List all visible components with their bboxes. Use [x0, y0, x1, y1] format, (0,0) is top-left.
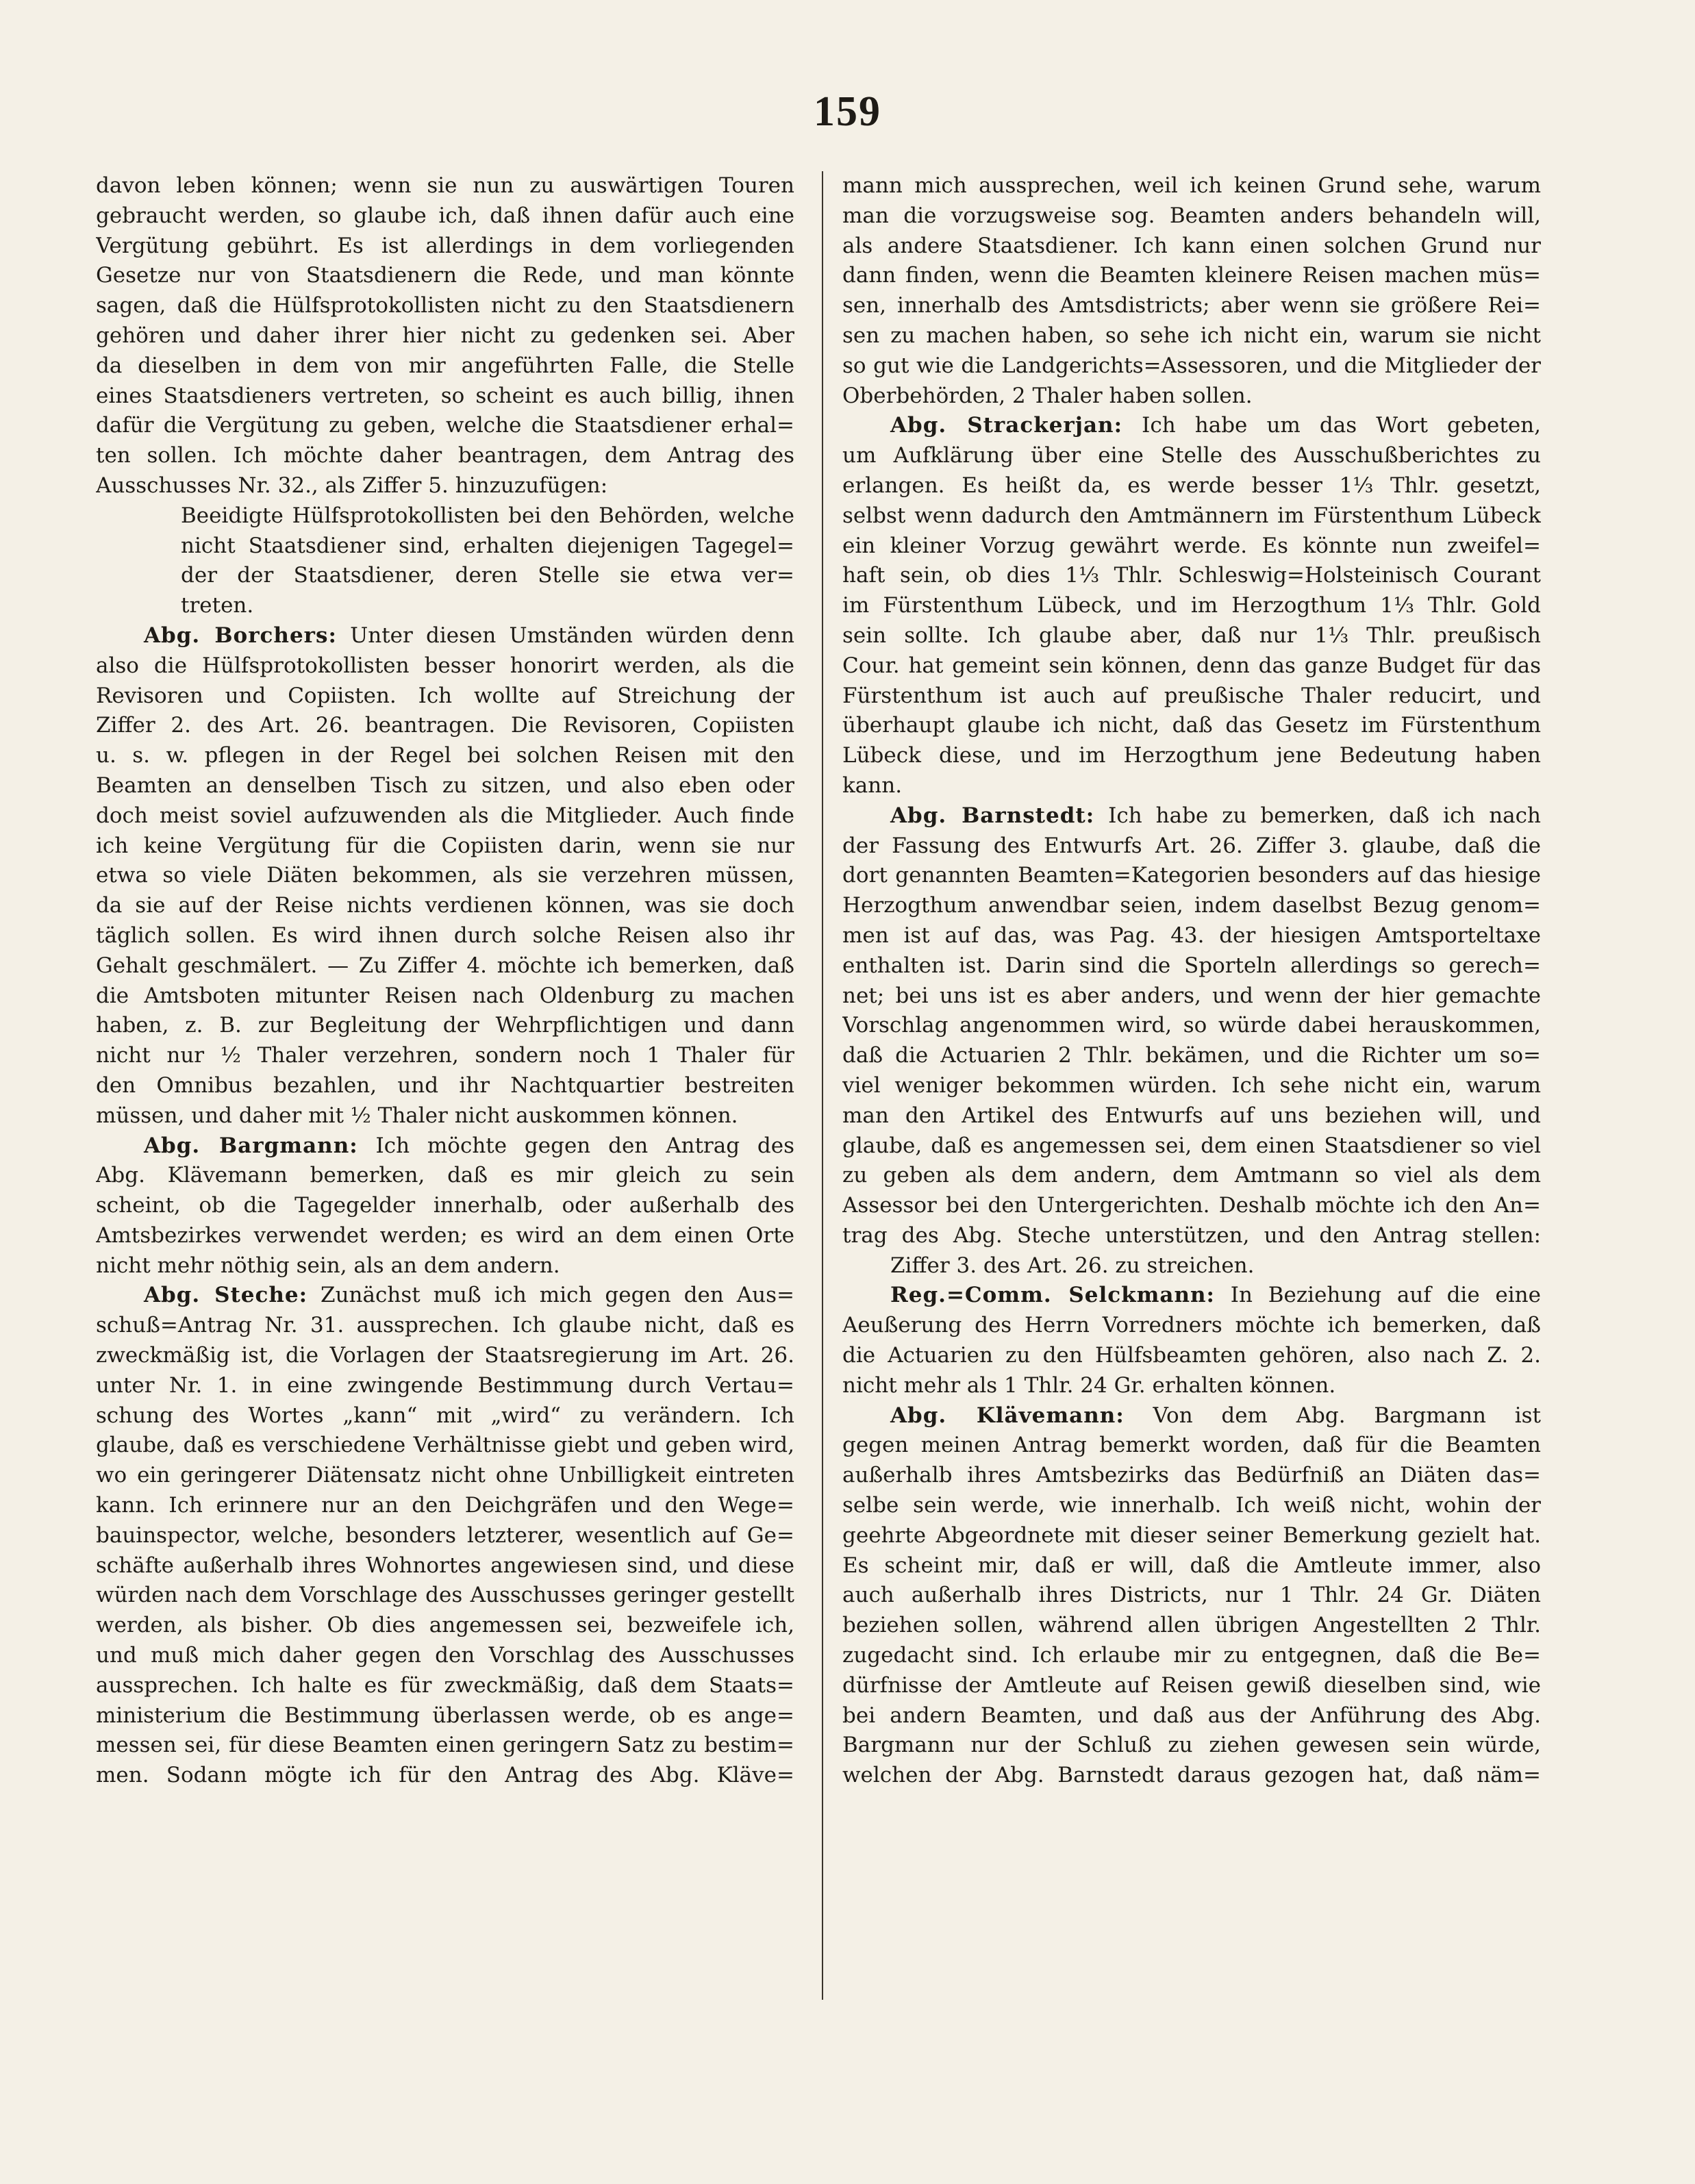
text-line	[96, 1761, 794, 1791]
text-line	[96, 1491, 794, 1521]
text-line	[96, 411, 794, 441]
line-text: täglich sollen. Es wird ihnen durch solche Reisen also ihr	[96, 922, 794, 948]
text-line	[842, 1221, 1541, 1251]
text-line	[96, 771, 794, 801]
text-line	[96, 891, 794, 921]
text-line	[96, 441, 794, 471]
text-line	[842, 1401, 1541, 1431]
text-line	[842, 1371, 1541, 1401]
text-line	[96, 1731, 794, 1761]
line-text: so gut wie die Landgerichts=Assessoren, und die Mitglieder der	[842, 353, 1541, 378]
line-text: selbst wenn dadurch den Amtmännern im Fürstenthum Lübeck	[842, 503, 1541, 528]
line-text: überhaupt glaube ich nicht, daß das Gesetz im Fürstenthum	[842, 713, 1541, 738]
text-line	[842, 1431, 1541, 1461]
text-line	[842, 681, 1541, 712]
text-line	[842, 531, 1541, 562]
line-text: enthalten ist. Darin sind die Sporteln allerdings so gerech=	[842, 953, 1541, 978]
text-line	[842, 1611, 1541, 1641]
line-text: trag des Abg. Steche unterstützen, und den Antrag stellen:	[842, 1222, 1541, 1248]
text-line	[96, 1011, 794, 1041]
line-text: Ziffer 3. des Art. 26. zu streichen.	[890, 1253, 1255, 1278]
line-text: bauinspector, welche, besonders letzterer, wesentlich auf Ge=	[96, 1522, 794, 1548]
left-column	[96, 171, 794, 1791]
text-line	[96, 711, 794, 741]
text-line	[842, 651, 1541, 681]
text-line	[96, 1671, 794, 1701]
text-line	[842, 831, 1541, 862]
line-text: Bargmann nur der Schluß zu ziehen gewesen sein würde,	[842, 1733, 1541, 1758]
line-text: wo ein geringerer Diätensatz nicht ohne Unbilligkeit eintreten	[96, 1463, 794, 1488]
line-text: viel weniger bekommen würden. Ich sehe nicht ein, warum	[842, 1072, 1541, 1098]
text-line	[96, 861, 794, 891]
line-text: Amtsbezirkes verwendet werden; es wird an dem einen Orte	[96, 1222, 794, 1248]
line-text: ich keine Vergütung für die Copiisten darin, wenn sie nur	[96, 833, 794, 858]
line-text: würden nach dem Vorschlage des Ausschusses geringer gestellt	[96, 1583, 794, 1608]
text-line	[842, 1461, 1541, 1491]
line-text: zugedacht sind. Ich erlaube mir zu entgegnen, daß die Be=	[842, 1643, 1541, 1668]
text-line	[842, 1251, 1541, 1281]
line-text: im Fürstenthum Lübeck, und im Herzogthum 1⅓ Thlr. Gold	[842, 593, 1541, 618]
text-line	[96, 621, 794, 651]
line-text: treten.	[181, 593, 254, 618]
line-text: Ziffer 2. des Art. 26. beantragen. Die Revisoren, Copiisten	[96, 713, 794, 738]
line-text: müssen, und daher mit ½ Thaler nicht auskommen können.	[96, 1103, 738, 1128]
line-text: auch außerhalb ihres Districts, nur 1 Thlr. 24 Gr. Diäten	[842, 1583, 1541, 1608]
text-line	[96, 831, 794, 862]
text-line	[842, 261, 1541, 291]
text-line	[842, 801, 1541, 831]
text-line	[842, 201, 1541, 231]
speaker-name: Abg. Steche:	[144, 1283, 308, 1308]
line-text: man die vorzugsweise sog. Beamten anders behandeln will,	[842, 203, 1541, 228]
text-line	[842, 621, 1541, 651]
text-line	[842, 561, 1541, 591]
text-line	[842, 861, 1541, 891]
line-text: u. s. w. pflegen in der Regel bei solchen Reisen mit den	[96, 743, 794, 768]
line-text: gehören und daher ihrer hier nicht zu gedenken sei. Aber	[96, 323, 794, 348]
text-line	[842, 1161, 1541, 1191]
line-text: aussprechen. Ich halte es für zweckmäßig, daß dem Staats=	[96, 1672, 794, 1698]
line-text: der Fassung des Entwurfs Art. 26. Ziffer 3. glaube, daß die	[842, 833, 1541, 858]
line-text: schäfte außerhalb ihres Wohnortes angewiesen sind, und diese	[96, 1553, 794, 1578]
text-line	[842, 471, 1541, 501]
text-line	[842, 1101, 1541, 1131]
line-text: haft sein, ob dies 1⅓ Thlr. Schleswig=Holsteinisch Courant	[842, 563, 1541, 588]
speaker-name: Abg. Borchers:	[144, 623, 337, 648]
text-line	[96, 801, 794, 831]
text-line	[96, 651, 794, 681]
line-text: dort genannten Beamten=Kategorien besonders auf das hiesige	[842, 863, 1541, 888]
line-text: ein kleiner Vorzug gewährt werde. Es könnte nun zweifel=	[842, 533, 1541, 558]
text-line	[842, 1071, 1541, 1101]
text-line	[96, 1161, 794, 1191]
line-text: eines Staatsdieners vertreten, so scheint es auch billig, ihnen	[96, 383, 794, 408]
line-text: sen zu machen haben, so sehe ich nicht ein, warum sie nicht	[842, 323, 1541, 348]
line-text: Zunächst muß ich mich gegen den Aus=	[307, 1283, 794, 1308]
text-line	[842, 1671, 1541, 1701]
text-line	[96, 201, 794, 231]
text-line	[96, 261, 794, 291]
text-line	[96, 1101, 794, 1131]
text-line	[842, 1341, 1541, 1371]
line-text: beziehen sollen, während allen übrigen Angestellten 2 Thlr.	[842, 1613, 1541, 1638]
line-text: messen sei, für diese Beamten einen geringern Satz zu bestim=	[96, 1733, 794, 1758]
text-line	[96, 471, 794, 501]
line-text: gegen meinen Antrag bemerkt worden, daß für die Beamten	[842, 1433, 1541, 1458]
text-line	[842, 1491, 1541, 1521]
line-text: nicht Staatsdiener sind, erhalten diejenigen Tagegel=	[181, 533, 794, 558]
line-text: schung des Wortes „kann“ mit „wird“ zu verändern. Ich	[96, 1403, 794, 1428]
text-line	[96, 951, 794, 981]
text-line	[842, 591, 1541, 621]
speaker-name: Abg. Strackerjan:	[890, 413, 1123, 438]
text-line	[842, 1191, 1541, 1221]
line-text: dürfnisse der Amtleute auf Reisen gewiß dieselben sind, wie	[842, 1672, 1541, 1698]
line-text: die Actuarien zu den Hülfsbeamten gehören, also nach Z. 2.	[842, 1343, 1541, 1368]
line-text: geehrte Abgeordnete mit dieser seiner Bemerkung gezielt hat.	[842, 1522, 1541, 1548]
line-text: man den Artikel des Entwurfs auf uns beziehen will, und	[842, 1103, 1541, 1128]
text-line	[842, 711, 1541, 741]
text-line	[96, 1341, 794, 1371]
text-line	[842, 291, 1541, 321]
line-text: zu geben als dem andern, dem Amtmann so viel als dem	[842, 1163, 1541, 1188]
text-line	[96, 351, 794, 381]
line-text: Aeußerung des Herrn Vorredners möchte ich bemerken, daß	[842, 1313, 1541, 1338]
text-line	[96, 741, 794, 771]
line-text: glaube, daß es verschiedene Verhältnisse giebt und geben wird,	[96, 1433, 794, 1458]
text-line	[842, 1311, 1541, 1341]
line-text: Vorschlag angenommen wird, so würde dabei herauskommen,	[842, 1013, 1541, 1038]
line-text: Ich habe zu bemerken, daß ich nach	[1094, 803, 1541, 828]
line-text: unter Nr. 1. in eine zwingende Bestimmung durch Vertau=	[96, 1372, 794, 1398]
text-line	[842, 1641, 1541, 1671]
line-text: da dieselben in dem von mir angeführten Falle, die Stelle	[96, 353, 794, 378]
line-text: als andere Staatsdiener. Ich kann einen solchen Grund nur	[842, 233, 1541, 258]
line-text: Beeidigte Hülfsprotokollisten bei den Behörden, welche	[181, 503, 794, 528]
line-text: erlangen. Es heißt da, es werde besser 1⅓ Thlr. gesetzt,	[842, 473, 1541, 498]
line-text: dann finden, wenn die Beamten kleinere Reisen machen müs=	[842, 263, 1541, 288]
line-text: net; bei uns ist es aber anders, und wenn der hier gemachte	[842, 983, 1541, 1008]
line-text: Assessor bei den Untergerichten. Deshalb möchte ich den An=	[842, 1193, 1541, 1218]
text-line	[96, 231, 794, 262]
text-line	[842, 891, 1541, 921]
line-text: außerhalb ihres Amtsbezirks das Bedürfniß an Diäten das=	[842, 1463, 1541, 1488]
text-line	[96, 1251, 794, 1281]
line-text: Revisoren und Copiisten. Ich wollte auf Streichung der	[96, 683, 794, 708]
text-line	[96, 531, 794, 562]
line-text: dafür die Vergütung zu geben, welche die Staatsdiener erhal=	[96, 413, 794, 438]
line-text: Abg. Klävemann bemerken, daß es mir gleich zu sein	[96, 1163, 794, 1188]
line-text: ten sollen. Ich möchte daher beantragen, dem Antrag des	[96, 443, 794, 468]
speaker-name: Reg.=Comm. Selckmann:	[890, 1283, 1216, 1308]
text-line	[96, 1281, 794, 1311]
text-line	[842, 1521, 1541, 1551]
speaker-name: Abg. Klävemann:	[890, 1403, 1125, 1428]
page-number: 159	[814, 88, 881, 135]
speaker-name: Abg. Barnstedt:	[890, 803, 1095, 828]
text-line	[96, 381, 794, 412]
line-text: Lübeck diese, und im Herzogthum jene Bedeutung haben	[842, 743, 1541, 768]
text-line	[96, 921, 794, 951]
text-line	[842, 1701, 1541, 1731]
line-text: werden, als bisher. Ob dies angemessen sei, bezweifele ich,	[96, 1613, 794, 1638]
line-text: kann. Ich erinnere nur an den Deichgräfen und den Wege=	[96, 1493, 794, 1518]
text-line	[96, 1311, 794, 1341]
line-text: um Aufklärung über eine Stelle des Ausschußberichtes zu	[842, 443, 1541, 468]
text-line	[842, 381, 1541, 412]
line-text: men ist auf das, was Pag. 43. der hiesigen Amtsporteltaxe	[842, 922, 1541, 948]
text-line	[842, 1011, 1541, 1041]
text-line	[96, 1641, 794, 1671]
line-text: davon leben können; wenn sie nun zu auswärtigen Touren	[96, 173, 794, 198]
line-text: Unter diesen Umständen würden denn	[336, 623, 794, 648]
line-text: also die Hülfsprotokollisten besser honorirt werden, als die	[96, 653, 794, 678]
line-text: kann.	[842, 773, 903, 798]
line-text: glaube, daß es angemessen sei, dem einen Staatsdiener so viel	[842, 1133, 1541, 1158]
line-text: den Omnibus bezahlen, und ihr Nachtquartier bestreiten	[96, 1072, 794, 1098]
text-line	[842, 351, 1541, 381]
text-line	[96, 981, 794, 1012]
line-text: die Amtsboten mitunter Reisen nach Oldenburg zu machen	[96, 983, 794, 1008]
text-line	[96, 1521, 794, 1551]
line-text: men. Sodann mögte ich für den Antrag des Abg. Kläve=	[96, 1763, 794, 1788]
text-line	[842, 231, 1541, 262]
text-line	[842, 1761, 1541, 1791]
text-line	[842, 1731, 1541, 1761]
line-text: nicht nur ½ Thaler verzehren, sondern noch 1 Thaler für	[96, 1043, 794, 1068]
text-line	[96, 501, 794, 531]
line-text: bei andern Beamten, und daß aus der Anführung des Abg.	[842, 1703, 1541, 1728]
text-line	[96, 1401, 794, 1431]
text-line	[96, 291, 794, 321]
text-line	[96, 1131, 794, 1162]
text-line	[96, 1701, 794, 1731]
line-text: Gehalt geschmälert. — Zu Ziffer 4. möchte ich bemerken, daß	[96, 953, 794, 978]
line-text: daß die Actuarien 2 Thlr. bekämen, und die Richter um so=	[842, 1043, 1541, 1068]
text-line	[96, 1551, 794, 1581]
line-text: doch meist soviel aufzuwenden als die Mitglieder. Auch finde	[96, 803, 794, 828]
line-text: ministerium die Bestimmung überlassen werde, ob es ange=	[96, 1703, 794, 1728]
line-text: scheint, ob die Tagegelder innerhalb, oder außerhalb des	[96, 1193, 794, 1218]
line-text: Cour. hat gemeint sein können, denn das ganze Budget für das	[842, 653, 1541, 678]
text-line	[842, 1581, 1541, 1611]
column-divider	[822, 171, 823, 2000]
line-text: der der Staatsdiener, deren Stelle sie etwa ver=	[181, 563, 794, 588]
text-line	[96, 681, 794, 712]
line-text: da sie auf der Reise nichts verdienen können, was sie doch	[96, 893, 794, 918]
line-text: Herzogthum anwendbar seien, indem daselbst Bezug genom=	[842, 893, 1541, 918]
line-text: mann mich aussprechen, weil ich keinen Grund sehe, warum	[842, 173, 1541, 198]
text-line	[96, 591, 794, 621]
line-text: Fürstenthum ist auch auf preußische Thaler reducirt, und	[842, 683, 1541, 708]
text-line	[842, 1281, 1541, 1311]
text-line	[842, 1131, 1541, 1162]
line-text: sein sollte. Ich glaube aber, daß nur 1⅓ Thlr. preußisch	[842, 623, 1541, 648]
text-line	[842, 951, 1541, 981]
text-line	[842, 171, 1541, 201]
text-line	[842, 321, 1541, 351]
text-line	[842, 441, 1541, 471]
line-text: In Beziehung auf die eine	[1215, 1283, 1541, 1308]
text-line	[96, 1581, 794, 1611]
speaker-name: Abg. Bargmann:	[144, 1133, 358, 1158]
text-line	[842, 981, 1541, 1012]
text-line	[96, 1611, 794, 1641]
line-text: Oberbehörden, 2 Thaler haben sollen.	[842, 383, 1253, 408]
line-text: Ich möchte gegen den Antrag des	[357, 1133, 794, 1158]
line-text: welchen der Abg. Barnstedt daraus gezogen hat, daß näm=	[842, 1763, 1541, 1788]
line-text: und muß mich daher gegen den Vorschlag des Ausschusses	[96, 1643, 794, 1668]
text-line	[842, 1041, 1541, 1071]
line-text: Beamten an denselben Tisch zu sitzen, und also eben oder	[96, 773, 794, 798]
line-text: etwa so viele Diäten bekommen, als sie verzehren müssen,	[96, 863, 794, 888]
line-text: sagen, daß die Hülfsprotokollisten nicht zu den Staatsdienern	[96, 293, 794, 318]
text-line	[96, 1041, 794, 1071]
text-line	[96, 1071, 794, 1101]
text-line	[96, 1431, 794, 1461]
line-text: haben, z. B. zur Begleitung der Wehrpflichtigen und dann	[96, 1013, 794, 1038]
text-line	[842, 411, 1541, 441]
line-text: nicht mehr nöthig sein, als an dem andern.	[96, 1253, 560, 1278]
text-line	[96, 1221, 794, 1251]
line-text: Von dem Abg. Bargmann ist	[1124, 1403, 1541, 1428]
text-line	[842, 1551, 1541, 1581]
text-line	[842, 771, 1541, 801]
line-text: Es scheint mir, daß er will, daß die Amtleute immer, also	[842, 1553, 1541, 1578]
line-text: selbe sein werde, wie innerhalb. Ich weiß nicht, wohin der	[842, 1493, 1541, 1518]
right-column	[842, 171, 1541, 1791]
line-text: schuß=Antrag Nr. 31. aussprechen. Ich glaube nicht, daß es	[96, 1313, 794, 1338]
line-text: gebraucht werden, so glaube ich, daß ihnen dafür auch eine	[96, 203, 794, 228]
text-line	[842, 921, 1541, 951]
text-line	[96, 1191, 794, 1221]
text-line	[96, 1371, 794, 1401]
text-line	[96, 321, 794, 351]
text-line	[842, 501, 1541, 531]
text-line	[96, 171, 794, 201]
line-text: Ich habe um das Wort gebeten,	[1122, 413, 1541, 438]
text-line	[96, 561, 794, 591]
text-line	[842, 741, 1541, 771]
text-line	[96, 1461, 794, 1491]
line-text: Ausschusses Nr. 32., als Ziffer 5. hinzuzufügen:	[96, 473, 608, 498]
line-text: zweckmäßig ist, die Vorlagen der Staatsregierung im Art. 26.	[96, 1343, 794, 1368]
line-text: nicht mehr als 1 Thlr. 24 Gr. erhalten können.	[842, 1372, 1336, 1398]
line-text: sen, innerhalb des Amtsdistricts; aber wenn sie größere Rei=	[842, 293, 1541, 318]
line-text: Vergütung gebührt. Es ist allerdings in dem vorliegenden	[96, 233, 794, 258]
line-text: Gesetze nur von Staatsdienern die Rede, und man könnte	[96, 263, 794, 288]
